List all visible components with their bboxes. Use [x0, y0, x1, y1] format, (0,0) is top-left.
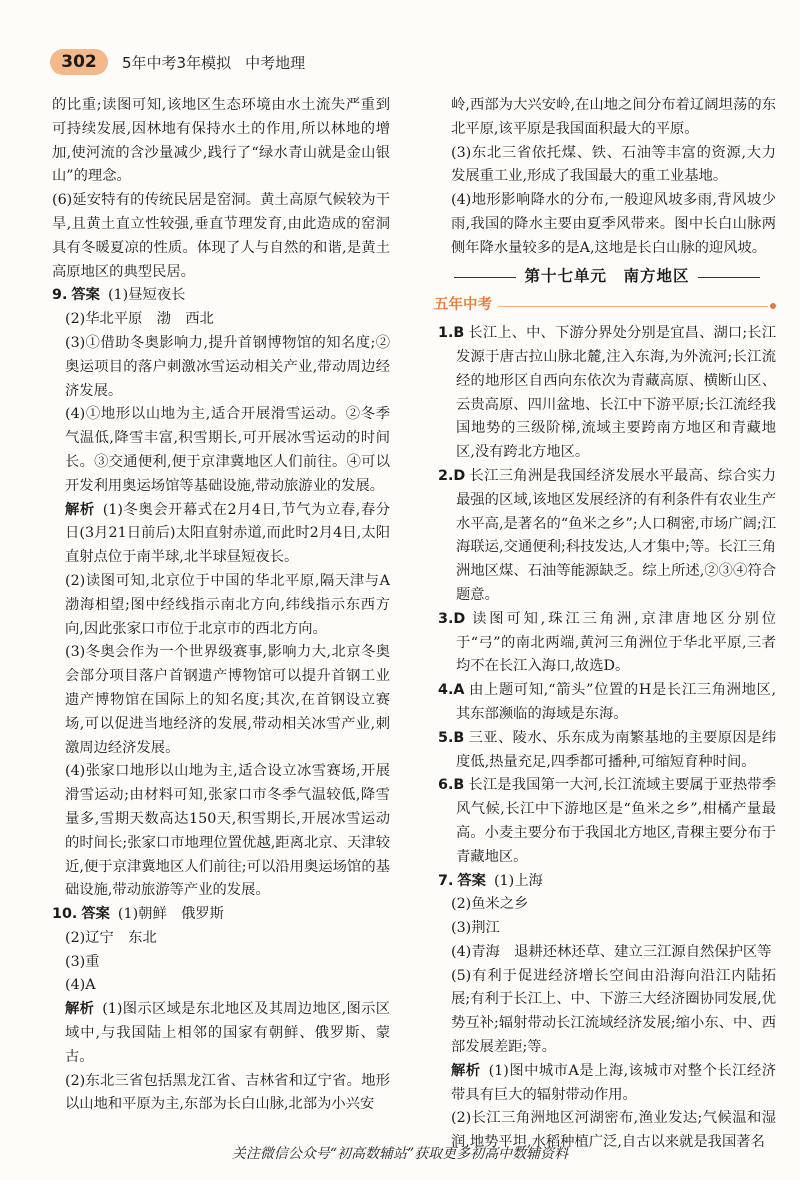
- choice-number: 4.A: [438, 682, 465, 699]
- footer-note: 关注微信公众号“初高数辅站”获取更多初高中数辅资料: [231, 1146, 569, 1162]
- choice-number: 5.B: [438, 729, 465, 746]
- page-number: 302: [50, 49, 108, 75]
- answer-line: (2)东北三省包括黑龙江省、吉林省和辽宁省。地形以山地和平原为主,东部为长白山脉,北部为小兴安: [65, 1072, 390, 1113]
- question-number: 10.: [52, 906, 78, 923]
- answer-line: (2)华北平原 渤 西北: [65, 311, 214, 328]
- analysis-paragraph: [438, 1060, 776, 1108]
- answer-text: (1)朝鲜 俄罗斯: [117, 906, 224, 923]
- analysis-text: (1)图中城市A是上海,该城市对整个长江经济带具有巨大的辐射带动作用。: [451, 1062, 777, 1103]
- section-tag-line: [498, 306, 768, 307]
- answer-label: 答案: [81, 906, 110, 923]
- left-column: [52, 94, 390, 1117]
- question-number: 7.: [438, 872, 454, 889]
- section-tag-label: 五年中考: [434, 297, 492, 314]
- choice-answer: [438, 465, 776, 608]
- choice-number: 1.B: [438, 325, 465, 342]
- choice-number: 2.D: [438, 467, 466, 484]
- choice-explanation: 读图可知,珠江三角洲,京津唐地区分别位于“弓”的南北两端,黄河三角洲位于华北平原,三者均不在长江入海口,故选D。: [456, 610, 776, 675]
- question-number: 9.: [52, 287, 68, 304]
- choice-explanation: 长江是我国第一大河,长江流域主要属于亚热带季风气候,长江中下游地区是“鱼米之乡”,柑橘产量最高。小麦主要分布于我国北方地区,青稞主要分布于青藏地区。: [456, 777, 776, 865]
- analysis-label: 解析: [65, 1001, 95, 1018]
- answer-line: (2)长江三角洲地区河湖密布,渔业发达;气候温和湿润,地势平坦,水稻种植广泛,自古以来就是我国著名: [451, 1110, 776, 1151]
- paragraph: 的比重;读图可知,该地区生态环境由水土流失严重到可持续发展,因林地有保持水土的作用,所以林地的增加,使河流的含沙量减少,践行了“绿水青山就是金山银山”的理念。: [52, 97, 390, 185]
- answer-line: (3)重: [65, 953, 100, 970]
- book-subtitle: 中考地理: [245, 53, 306, 72]
- answer-line: (2)辽宁 东北: [65, 929, 157, 946]
- answer-line: (4)张家口地形以山地为主,适合设立冰雪赛场,开展滑雪运动;由材料可知,张家口市冬季气温较低,降雪量多,雪期天数高达150天,积雪期长,开展冰雪运动的时间长;张家口市地理位置优越,距离北京、天津较近,便于京津冀地区人们前往;可以沿用奥运场馆的基础设施,带动旅游等产业的发展。: [65, 763, 390, 899]
- section-tag-dot: [770, 303, 776, 309]
- answer-line: (3)东北三省依托煤、铁、石油等丰富的资源,大力发展重工业,形成了我国最大的重工业基地。: [451, 144, 776, 185]
- question-answer: [438, 870, 776, 894]
- unit-title: 第十七单元 南方地区: [438, 265, 776, 289]
- choice-answer: [438, 679, 776, 727]
- answer-label: 答案: [71, 287, 100, 304]
- answer-label: 答案: [457, 872, 486, 889]
- answer-line: (5)有利于促进经济增长空间由沿海向沿江内陆拓展;有利于长江上、中、下游三大经济圈协同发展,优势互补;辐射带动长江流域经济发展;缩小东、中、西部发展差距;等。: [451, 967, 776, 1056]
- book-title: 5年中考3年模拟: [122, 53, 232, 72]
- answer-line: (4)①地形以山地为主,适合开展滑雪运动。②冬季气温低,降雪丰富,积雪期长,可开展冰雪运动的时间长。③交通便利,便于京津冀地区人们前往。④可以开发利用奥运场馆等基础设施,带动旅游业的发展。: [65, 406, 390, 494]
- analysis-text: (1)图示区域是东北地区及其周边地区,图示区域中,与我国陆上相邻的国家有朝鲜、俄罗斯、蒙古。: [65, 1001, 391, 1065]
- analysis-label: 解析: [65, 501, 95, 518]
- answer-line: 岭,西部为大兴安岭,在山地之间分布着辽阔坦荡的东北平原,该平原是我国面积最大的平原。: [451, 97, 776, 137]
- choice-number: 6.B: [438, 777, 465, 794]
- answer-line: (3)冬奥会作为一个世界级赛事,影响力大,北京冬奥会部分项目落户首钢遗产博物馆可以提升首钢工业遗产博物馆在国际上的知名度;其次,在首钢设立赛场,可以促进当地经济的发展,带动相关冰雪产业,刺激周边经济发展。: [65, 644, 390, 756]
- choice-explanation: 长江上、中、下游分界处分别是宜昌、湖口;长江发源于唐古拉山脉北麓,注入东海,为外流河;长江流经的地形区自西向东依次为青藏高原、横断山区、云贵高原、四川盆地、长江中下游平原;长江流经我国地势的三级阶梯,流域主要跨南方地区和青藏地区,没有跨北方地区。: [456, 325, 776, 461]
- choice-answer: [438, 608, 776, 679]
- answer-line: (2)鱼米之乡: [451, 896, 529, 913]
- answer-line: (3)①借助冬奥影响力,提升首钢博物馆的知名度;②奥运项目的落户刺激冰雪运动相关产业,带动周边经济发展。: [65, 334, 390, 399]
- section-tag: [434, 294, 776, 318]
- answer-line: (3)荆江: [451, 920, 500, 937]
- question-answer: [52, 903, 390, 927]
- choice-answer: [438, 774, 776, 869]
- answer-line: (4)青海 退耕还林还草、建立三江源自然保护区等: [451, 943, 772, 960]
- choice-explanation: 长江三角洲是我国经济发展水平最高、综合实力最强的区域,该地区发展经济的有利条件有农业生产水平高,是著名的“鱼米之乡”;人口稠密,市场广阔;江海联运,交通便利;科技发达,人才集中;等。长江三角洲地区煤、石油等能源缺乏。综上所述,②③④符合题意。: [456, 467, 776, 603]
- choice-answer: [438, 322, 776, 465]
- answer-text: (1)上海: [493, 872, 543, 889]
- choice-explanation: 由上题可知,“箭头”位置的H是长江三角洲地区,其东部濒临的海域是东海。: [456, 682, 776, 722]
- analysis-label: 解析: [451, 1062, 481, 1079]
- answer-line: (2)读图可知,北京位于中国的华北平原,隔天津与A渤海相望;图中经线指示南北方向,纬线指示东西方向,因此张家口市位于北京市的西北方向。: [65, 572, 390, 637]
- choice-number: 3.D: [438, 610, 466, 627]
- analysis-paragraph: [52, 998, 390, 1069]
- answer-text: (1)昼短夜长: [107, 287, 186, 304]
- answer-line: (4)地形影响降水的分布,一般迎风坡多雨,背风坡少雨,我国的降水主要由夏季风带来。图中长白山脉两侧年降水量较多的是A,这地是长白山脉的迎风坡。: [451, 192, 776, 256]
- choice-explanation: 三亚、陵水、乐东成为南繁基地的主要原因是纬度低,热量充足,四季都可播种,可缩短育种时间。: [456, 729, 776, 770]
- answer-line: (4)A: [65, 977, 96, 994]
- choice-answer: [438, 727, 776, 775]
- right-column: [434, 94, 777, 1155]
- page-header: [50, 47, 305, 77]
- analysis-text: (1)冬奥会开幕式在2月4日,节气为立春,春分日(3月21日前后)太阳直射赤道,而此时2月4日,太阳直射点位于南半球,北半球昼短夜长。: [65, 501, 391, 566]
- analysis-paragraph: [52, 499, 390, 570]
- paragraph: (6)延安特有的传统民居是窑洞。黄土高原气候较为干旱,且黄土直立性较强,垂直节理发育,由此造成的窑洞具有冬暖夏凉的性质。体现了人与自然的和谐,是黄土高原地区的典型民居。: [52, 192, 390, 280]
- question-answer: [52, 284, 390, 308]
